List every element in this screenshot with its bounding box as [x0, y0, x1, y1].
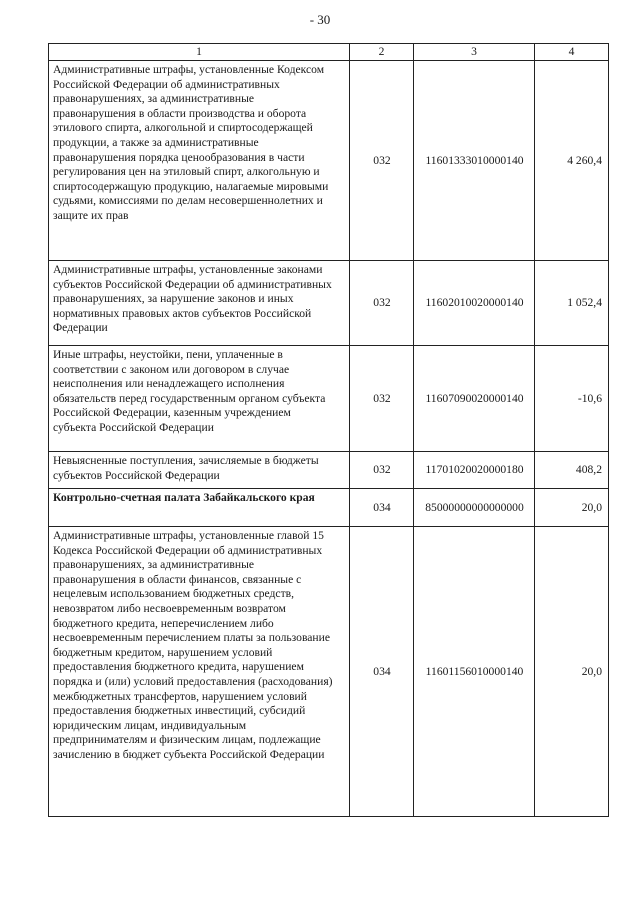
desc-line: обязательств перед государственным органом субъекта: [53, 391, 326, 405]
row-amount: 20,0: [535, 527, 609, 817]
desc-line: защите их прав: [53, 208, 129, 222]
table-row: [49, 261, 609, 346]
row-kbk: 11601333010000140: [414, 61, 535, 261]
row-code: 034: [350, 527, 414, 817]
desc-line: Административные штрафы, установленные главой 15: [53, 529, 324, 542]
row-description: [49, 261, 350, 346]
table-row: [49, 452, 609, 489]
table-row: [49, 527, 609, 817]
desc-line: правонарушения в области производства и оборота: [53, 106, 307, 120]
header-col-3: 3: [414, 44, 535, 61]
row-code: 032: [350, 346, 414, 452]
row-amount: 20,0: [535, 489, 609, 527]
desc-line: Российской Федерации, казенным учреждением: [53, 406, 291, 420]
row-amount: 408,2: [535, 452, 609, 489]
row-kbk: 11607090020000140: [414, 346, 535, 452]
row-code: 032: [350, 261, 414, 346]
row-description: [49, 527, 350, 817]
desc-line: Контрольно-счетная палата Забайкальского края: [53, 491, 315, 504]
table-row: [49, 61, 609, 261]
desc-line: несвоевременным перечислением платы за пользование: [53, 631, 330, 645]
desc-line: правонарушениях, за нарушение законов и иных: [53, 292, 294, 306]
desc-line: бюджетного кредита, неперечислением либо: [53, 616, 274, 630]
table-row: [49, 489, 609, 527]
row-code: 034: [350, 489, 414, 527]
desc-line: правонарушения порядка ценообразования в части: [53, 150, 305, 164]
desc-line: соответствии с законом или договором в случае: [53, 362, 290, 376]
desc-line: Невыясненные поступления, зачисляемые в бюджеты: [53, 454, 319, 467]
header-col-2: 2: [350, 44, 414, 61]
desc-line: правонарушениях, за административные: [53, 92, 255, 106]
desc-line: субъекта Российской Федерации: [53, 420, 214, 434]
header-col-1: 1: [49, 44, 350, 61]
row-kbk: 11601156010000140: [414, 527, 535, 817]
desc-line: субъектов Российской Федерации об административных: [53, 277, 332, 291]
row-description: [49, 346, 350, 452]
row-description: [49, 61, 350, 261]
desc-line: межбюджетных трансфертов, нарушением условий: [53, 689, 307, 703]
desc-line: зачислению в бюджет субъекта Российской Федерации: [53, 747, 325, 761]
desc-line: субъектов Российской Федерации: [53, 468, 220, 482]
header-col-4: 4: [535, 44, 609, 61]
row-amount: 1 052,4: [535, 261, 609, 346]
desc-line: спиртосодержащую продукцию, налагаемые мировыми: [53, 179, 329, 193]
row-amount: 4 260,4: [535, 61, 609, 261]
desc-line: продукции, а также за административные: [53, 135, 259, 149]
desc-line: предпринимателям и физическим лицам, подлежащие: [53, 733, 321, 747]
desc-line: неисполнения или ненадлежащего исполнения: [53, 377, 285, 391]
desc-line: предоставления бюджетных инвестиций, субсидий: [53, 704, 306, 718]
desc-line: порядка и (или) условий предоставления (расходования): [53, 674, 333, 688]
desc-line: бюджетным кредитом, нарушением условий: [53, 645, 273, 659]
desc-line: Федерации: [53, 321, 108, 335]
row-code: 032: [350, 452, 414, 489]
row-amount: -10,6: [535, 346, 609, 452]
desc-line: невозвратом либо несвоевременным возвратом: [53, 601, 286, 615]
row-description: [49, 452, 350, 489]
row-code: 032: [350, 61, 414, 261]
row-kbk: 11602010020000140: [414, 261, 535, 346]
header-row: [49, 44, 609, 61]
revenue-table: [48, 43, 609, 817]
desc-line: Административные штрафы, установленные Кодексом: [53, 63, 325, 76]
section-heading: [49, 489, 350, 527]
row-kbk: 11701020020000180: [414, 452, 535, 489]
desc-line: юридическим лицам, индивидуальным: [53, 718, 247, 732]
desc-line: Российской Федерации об административных: [53, 77, 280, 91]
desc-line: нормативных правовых актов субъектов Российской: [53, 306, 312, 320]
desc-line: Административные штрафы, установленные законами: [53, 263, 323, 276]
desc-line: регулирования цен на этиловый спирт, алкогольную и: [53, 165, 320, 179]
desc-line: правонарушениях, за административные: [53, 558, 255, 572]
desc-line: судьями, комиссиями по делам несовершеннолетних и: [53, 194, 323, 208]
desc-line: этилового спирта, алкогольной и спиртосодержащей: [53, 121, 313, 135]
page-number: - 30: [309, 12, 331, 27]
desc-line: правонарушения в области финансов, связанные с: [53, 572, 302, 586]
desc-line: предоставления бюджетного кредита, нарушением: [53, 660, 304, 674]
desc-line: Иные штрафы, неустойки, пени, уплаченные в: [53, 348, 283, 361]
table-row: [49, 346, 609, 452]
desc-line: нецелевым использованием бюджетных средств,: [53, 587, 295, 601]
desc-line: Кодекса Российской Федерации об административных: [53, 543, 323, 557]
row-kbk: 85000000000000000: [414, 489, 535, 527]
